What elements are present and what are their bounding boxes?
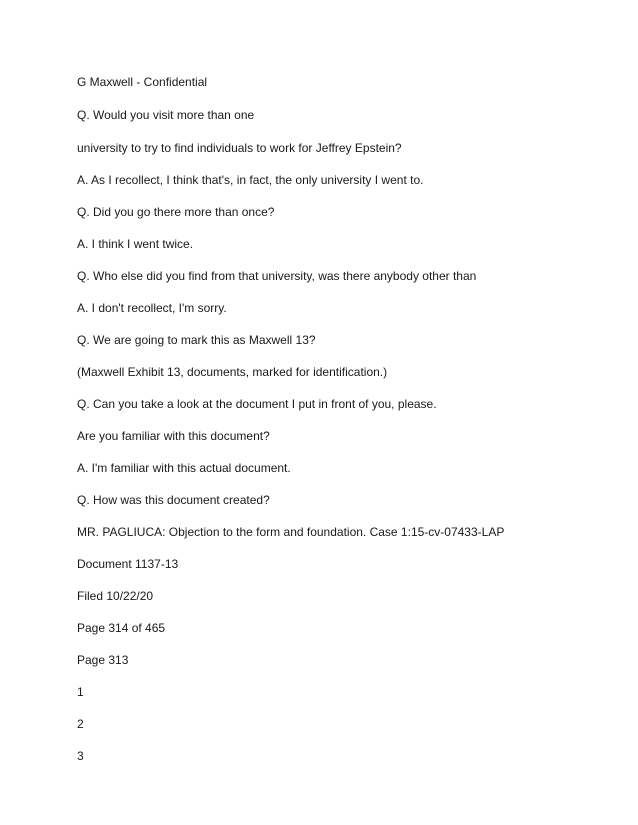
text-line: Q. How was this document created?	[77, 493, 270, 507]
page-of-total: Page 314 of 465	[77, 621, 166, 635]
text-line: (Maxwell Exhibit 13, documents, marked for identification.)	[77, 365, 388, 379]
line-number: 1	[77, 685, 84, 699]
text-line: university to try to find individuals to work for Jeffrey Epstein?	[77, 141, 402, 155]
line-number: 3	[77, 749, 84, 763]
text-line: Q. Would you visit more than one	[77, 108, 255, 122]
text-line: Q. We are going to mark this as Maxwell 13?	[77, 333, 316, 347]
page-number: Page 313	[77, 653, 129, 667]
text-line: MR. PAGLIUCA: Objection to the form and foundation. Case 1:15-cv-07433-LAP	[77, 525, 505, 539]
text-line: Q. Can you take a look at the document I put in front of you, please.	[77, 397, 437, 411]
text-line: Q. Who else did you find from that university, was there anybody other than	[77, 269, 477, 283]
text-line: A. I'm familiar with this actual document.	[77, 461, 291, 475]
text-line: A. As I recollect, I think that's, in fact, the only university I went to.	[77, 173, 424, 187]
line-number: 2	[77, 717, 84, 731]
text-line: Are you familiar with this document?	[77, 429, 270, 443]
text-line: A. I don't recollect, I'm sorry.	[77, 301, 227, 315]
text-line: Q. Did you go there more than once?	[77, 205, 275, 219]
text-line: A. I think I went twice.	[77, 237, 194, 251]
header-confidential: G Maxwell - Confidential	[77, 75, 208, 89]
filed-date: Filed 10/22/20	[77, 589, 154, 603]
document-number: Document 1137-13	[77, 557, 179, 571]
